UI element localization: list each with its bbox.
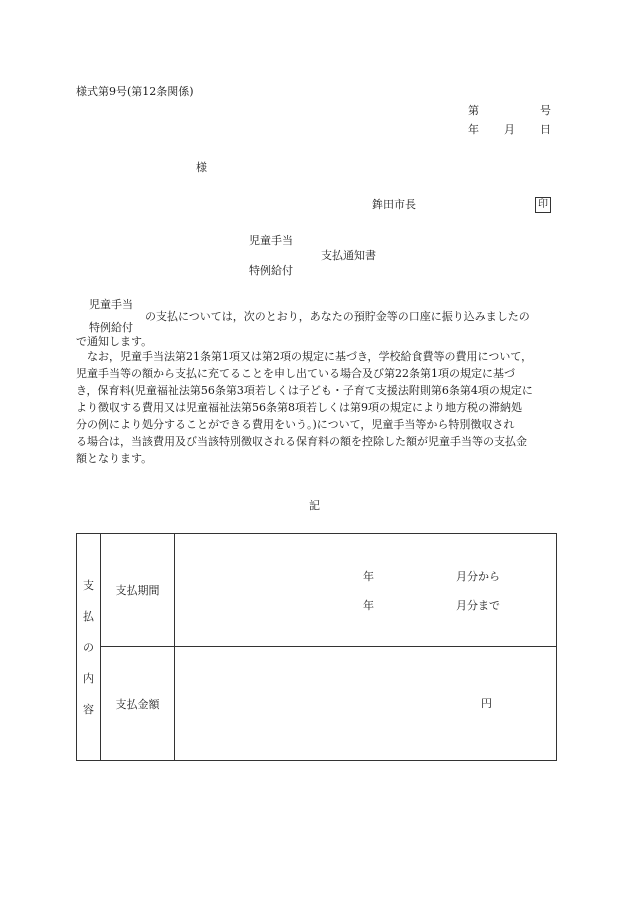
amount-unit-yen: 円 xyxy=(481,697,492,710)
document-number-suffix: 号 xyxy=(540,104,551,117)
date-day: 日 xyxy=(540,123,551,136)
note-line: なお，児童手当法第21条第1項又は第2項の規定に基づき，学校給食費等の費用について， xyxy=(87,350,533,363)
side-label-char: 払 xyxy=(83,609,94,623)
document-title: 支払通知書 xyxy=(321,249,376,262)
side-label-char: 内 xyxy=(83,671,94,685)
seal-stamp-box: 印 xyxy=(535,197,551,213)
side-label-char: 支 xyxy=(83,578,94,592)
period-end-month: 月分まで xyxy=(456,599,500,612)
payment-details-table xyxy=(76,533,557,761)
body-option-special-benefit: 特例給付 xyxy=(89,321,133,334)
date-year: 年 xyxy=(468,123,479,136)
title-option-child-allowance: 児童手当 xyxy=(249,234,293,247)
payment-period-label: 支払期間 xyxy=(101,534,175,647)
period-start-month: 月分から xyxy=(456,570,500,583)
body-notice-line: で通知します。 xyxy=(76,335,153,348)
note-line: 分の例により処分することができる費用をいう。)について，児童手当等から特別徴収され xyxy=(76,418,515,431)
side-label-char: の xyxy=(83,640,94,654)
period-end-year: 年 xyxy=(363,599,374,612)
note-line: より徴収する費用又は児童福祉法第56条第8項若しくは第9項の規定により地方税の滞納処 xyxy=(76,401,522,414)
period-start-year: 年 xyxy=(363,570,374,583)
payment-contents-side-label xyxy=(77,534,101,761)
note-line: 額となります。 xyxy=(76,452,153,465)
ki-heading: 記 xyxy=(309,499,320,512)
body-option-child-allowance: 児童手当 xyxy=(89,298,133,311)
recipient-honorific: 様 xyxy=(196,161,207,174)
side-label-char: 容 xyxy=(83,702,94,716)
issuer-name: 鉾田市長 xyxy=(372,198,416,211)
body-note-paragraph xyxy=(76,348,556,467)
body-first-line: の支払については，次のとおり，あなたの預貯金等の口座に振り込みましたの xyxy=(145,310,530,323)
title-option-special-benefit: 特例給付 xyxy=(249,264,293,277)
note-line: る場合は，当該費用及び当該特別徴収される保育料の額を控除した額が児童手当等の支払金 xyxy=(76,435,527,448)
date-month: 月 xyxy=(504,123,515,136)
payment-period-value xyxy=(175,534,557,647)
note-line: 児童手当等の額から支払に充てることを申し出ている場合及び第22条第1項の規定に基づ xyxy=(76,367,515,380)
payment-amount-label: 支払金額 xyxy=(101,647,175,761)
document-number-prefix: 第 xyxy=(468,104,479,117)
note-line: き，保育料(児童福祉法第56条第3項若しくは子ども・子育て支援法附則第6条第4項の規定に xyxy=(76,384,533,397)
form-number-label: 様式第9号(第12条関係) xyxy=(76,85,194,98)
payment-amount-value xyxy=(175,647,557,761)
